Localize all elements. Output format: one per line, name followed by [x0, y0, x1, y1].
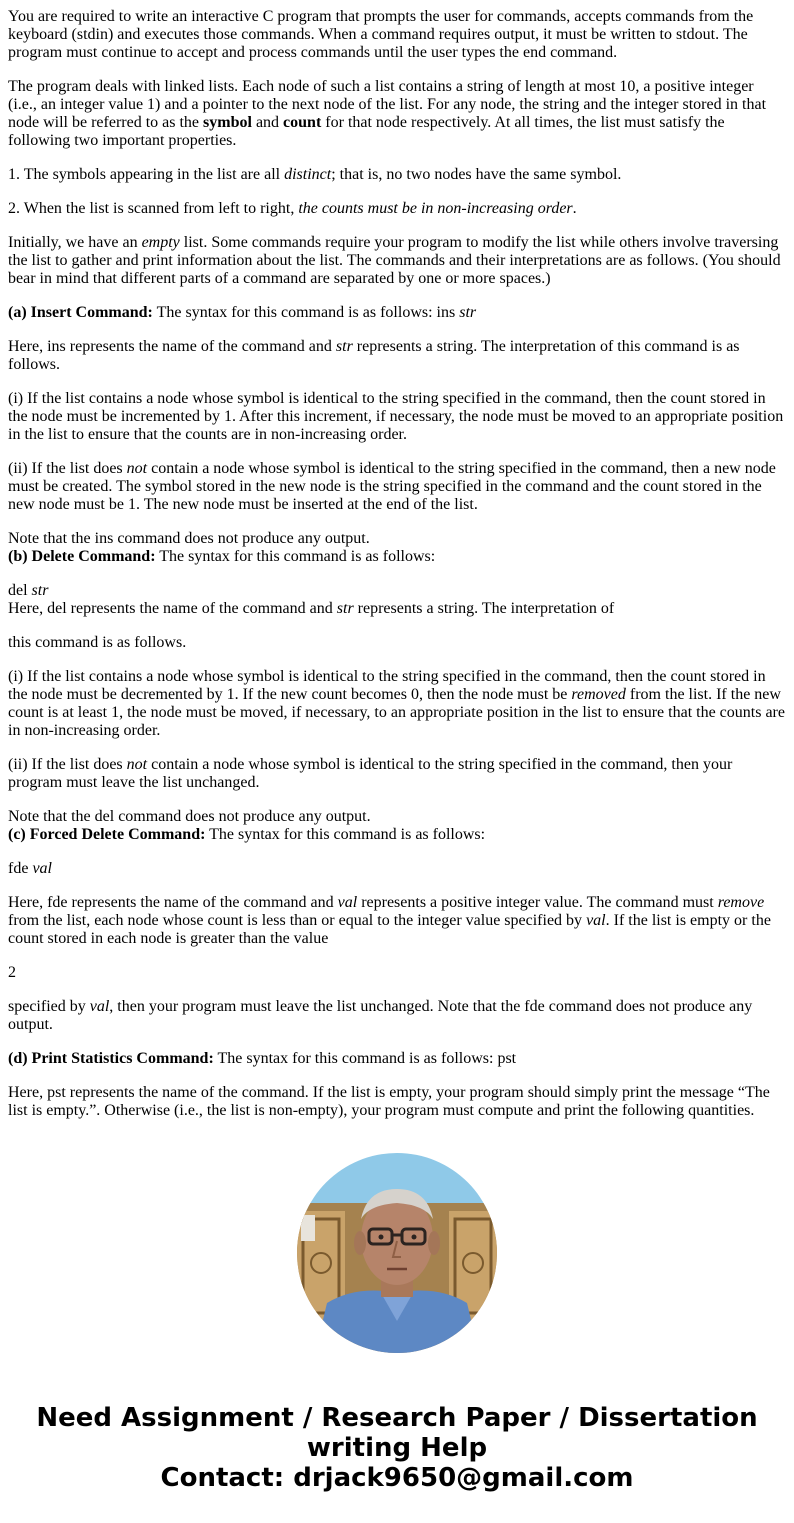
forced-delete-interpretation: Here, fde represents the name of the command and val represents a positive integer value. The command must remove from the list, each node whose count is less than or equal to the integer value specified by val. If the list is empty or the count stored in each node is greater than the value [8, 894, 771, 947]
ad-headline: Need Assignment / Research Paper / Dissertation writing Help [36, 1403, 758, 1463]
document-body [8, 8, 786, 1136]
insert-interpretation: Here, ins represents the name of the command and str represents a string. The interpretation of this command is as follows. [8, 338, 740, 373]
delete-case-ii: (ii) If the list does not contain a node whose symbol is identical to the string specified in the command, then your program must leave the list unchanged. [8, 756, 733, 791]
initial-state-paragraph: Initially, we have an empty list. Some commands require your program to modify the list while others involve traversing the list to gather and print information about the list. The commands and their interpretations are as follows. (You should bear in mind that different parts of a command are separated by one or more spaces.) [8, 234, 781, 287]
forced-delete-syntax: fde val [8, 860, 52, 877]
delete-note: Note that the del command does not produce any output. [8, 808, 371, 825]
property-2: 2. When the list is scanned from left to right, the counts must be in non-increasing order. [8, 200, 577, 217]
author-photo [297, 1153, 497, 1353]
forced-delete-heading: (c) Forced Delete Command: The syntax for this command is as follows: [8, 826, 486, 843]
delete-case-i: (i) If the list contains a node whose symbol is identical to the string specified in the command, then the count stored in the node must be decremented by 1. If the new count becomes 0, then the node must be removed from the list. If the new count is at least 1, the node must be moved, if necessary, to an appropriate position in the list to ensure that the counts are in non-increasing order. [8, 668, 785, 739]
delete-interpretation: Here, del represents the name of the command and str represents a string. The interpretation of [8, 600, 615, 617]
portrait-image [297, 1153, 497, 1353]
insert-note: Note that the ins command does not produce any output. [8, 530, 370, 547]
ad-contact: Contact: drjack9650@gmail.com [160, 1463, 634, 1493]
assignment-help-ad [0, 1403, 794, 1493]
property-1: 1. The symbols appearing in the list are all distinct; that is, no two nodes have the same symbol. [8, 166, 622, 183]
symbol-term: symbol [203, 114, 252, 131]
print-stats-heading: (d) Print Statistics Command: The syntax for this command is as follows: pst [8, 1050, 517, 1067]
count-term: count [283, 114, 322, 131]
insert-case-i: (i) If the list contains a node whose symbol is identical to the string specified in the command, then the count stored in the node must be incremented by 1. After this increment, if necessary, the node must be moved to an appropriate position in the list to ensure that the counts are in non-increasing order. [8, 390, 784, 443]
forced-delete-continuation: specified by val, then your program must leave the list unchanged. Note that the fde command does not produce any output. [8, 998, 753, 1033]
delete-syntax: del str [8, 582, 49, 599]
insert-case-ii: (ii) If the list does not contain a node whose symbol is identical to the string specified in the command, then a new node must be created. The symbol stored in the new node is the string specified in the command and the count stored in the new node must be 1. The new node must be inserted at the end of the list. [8, 460, 776, 513]
delete-command-heading: (b) Delete Command: The syntax for this command is as follows: [8, 548, 436, 565]
page-number: 2 [8, 964, 16, 981]
intro-paragraph: You are required to write an interactive C program that prompts the user for commands, accepts commands from the keyboard (stdin) and executes those commands. When a command requires output, it must be written to stdout. The program must continue to accept and process commands until the user types the end command. [8, 8, 754, 61]
delete-interpretation-cont: this command is as follows. [8, 634, 187, 651]
insert-command-heading: (a) Insert Command: The syntax for this command is as follows: ins str [8, 304, 477, 321]
linked-list-paragraph: The program deals with linked lists. Each node of such a list contains a string of length at most 10, a positive integer (i.e., an integer value 1) and a pointer to the next node of the list. For any node, the string and the integer stored in that node will be referred to as the symbol and count for that node respectively. At all times, the list must satisfy the following two important properties. [8, 78, 767, 149]
print-stats-interpretation: Here, pst represents the name of the command. If the list is empty, your program should simply print the message “The list is empty.”. Otherwise (i.e., the list is non-empty), your program must compute and print the following quantities. [8, 1084, 770, 1119]
